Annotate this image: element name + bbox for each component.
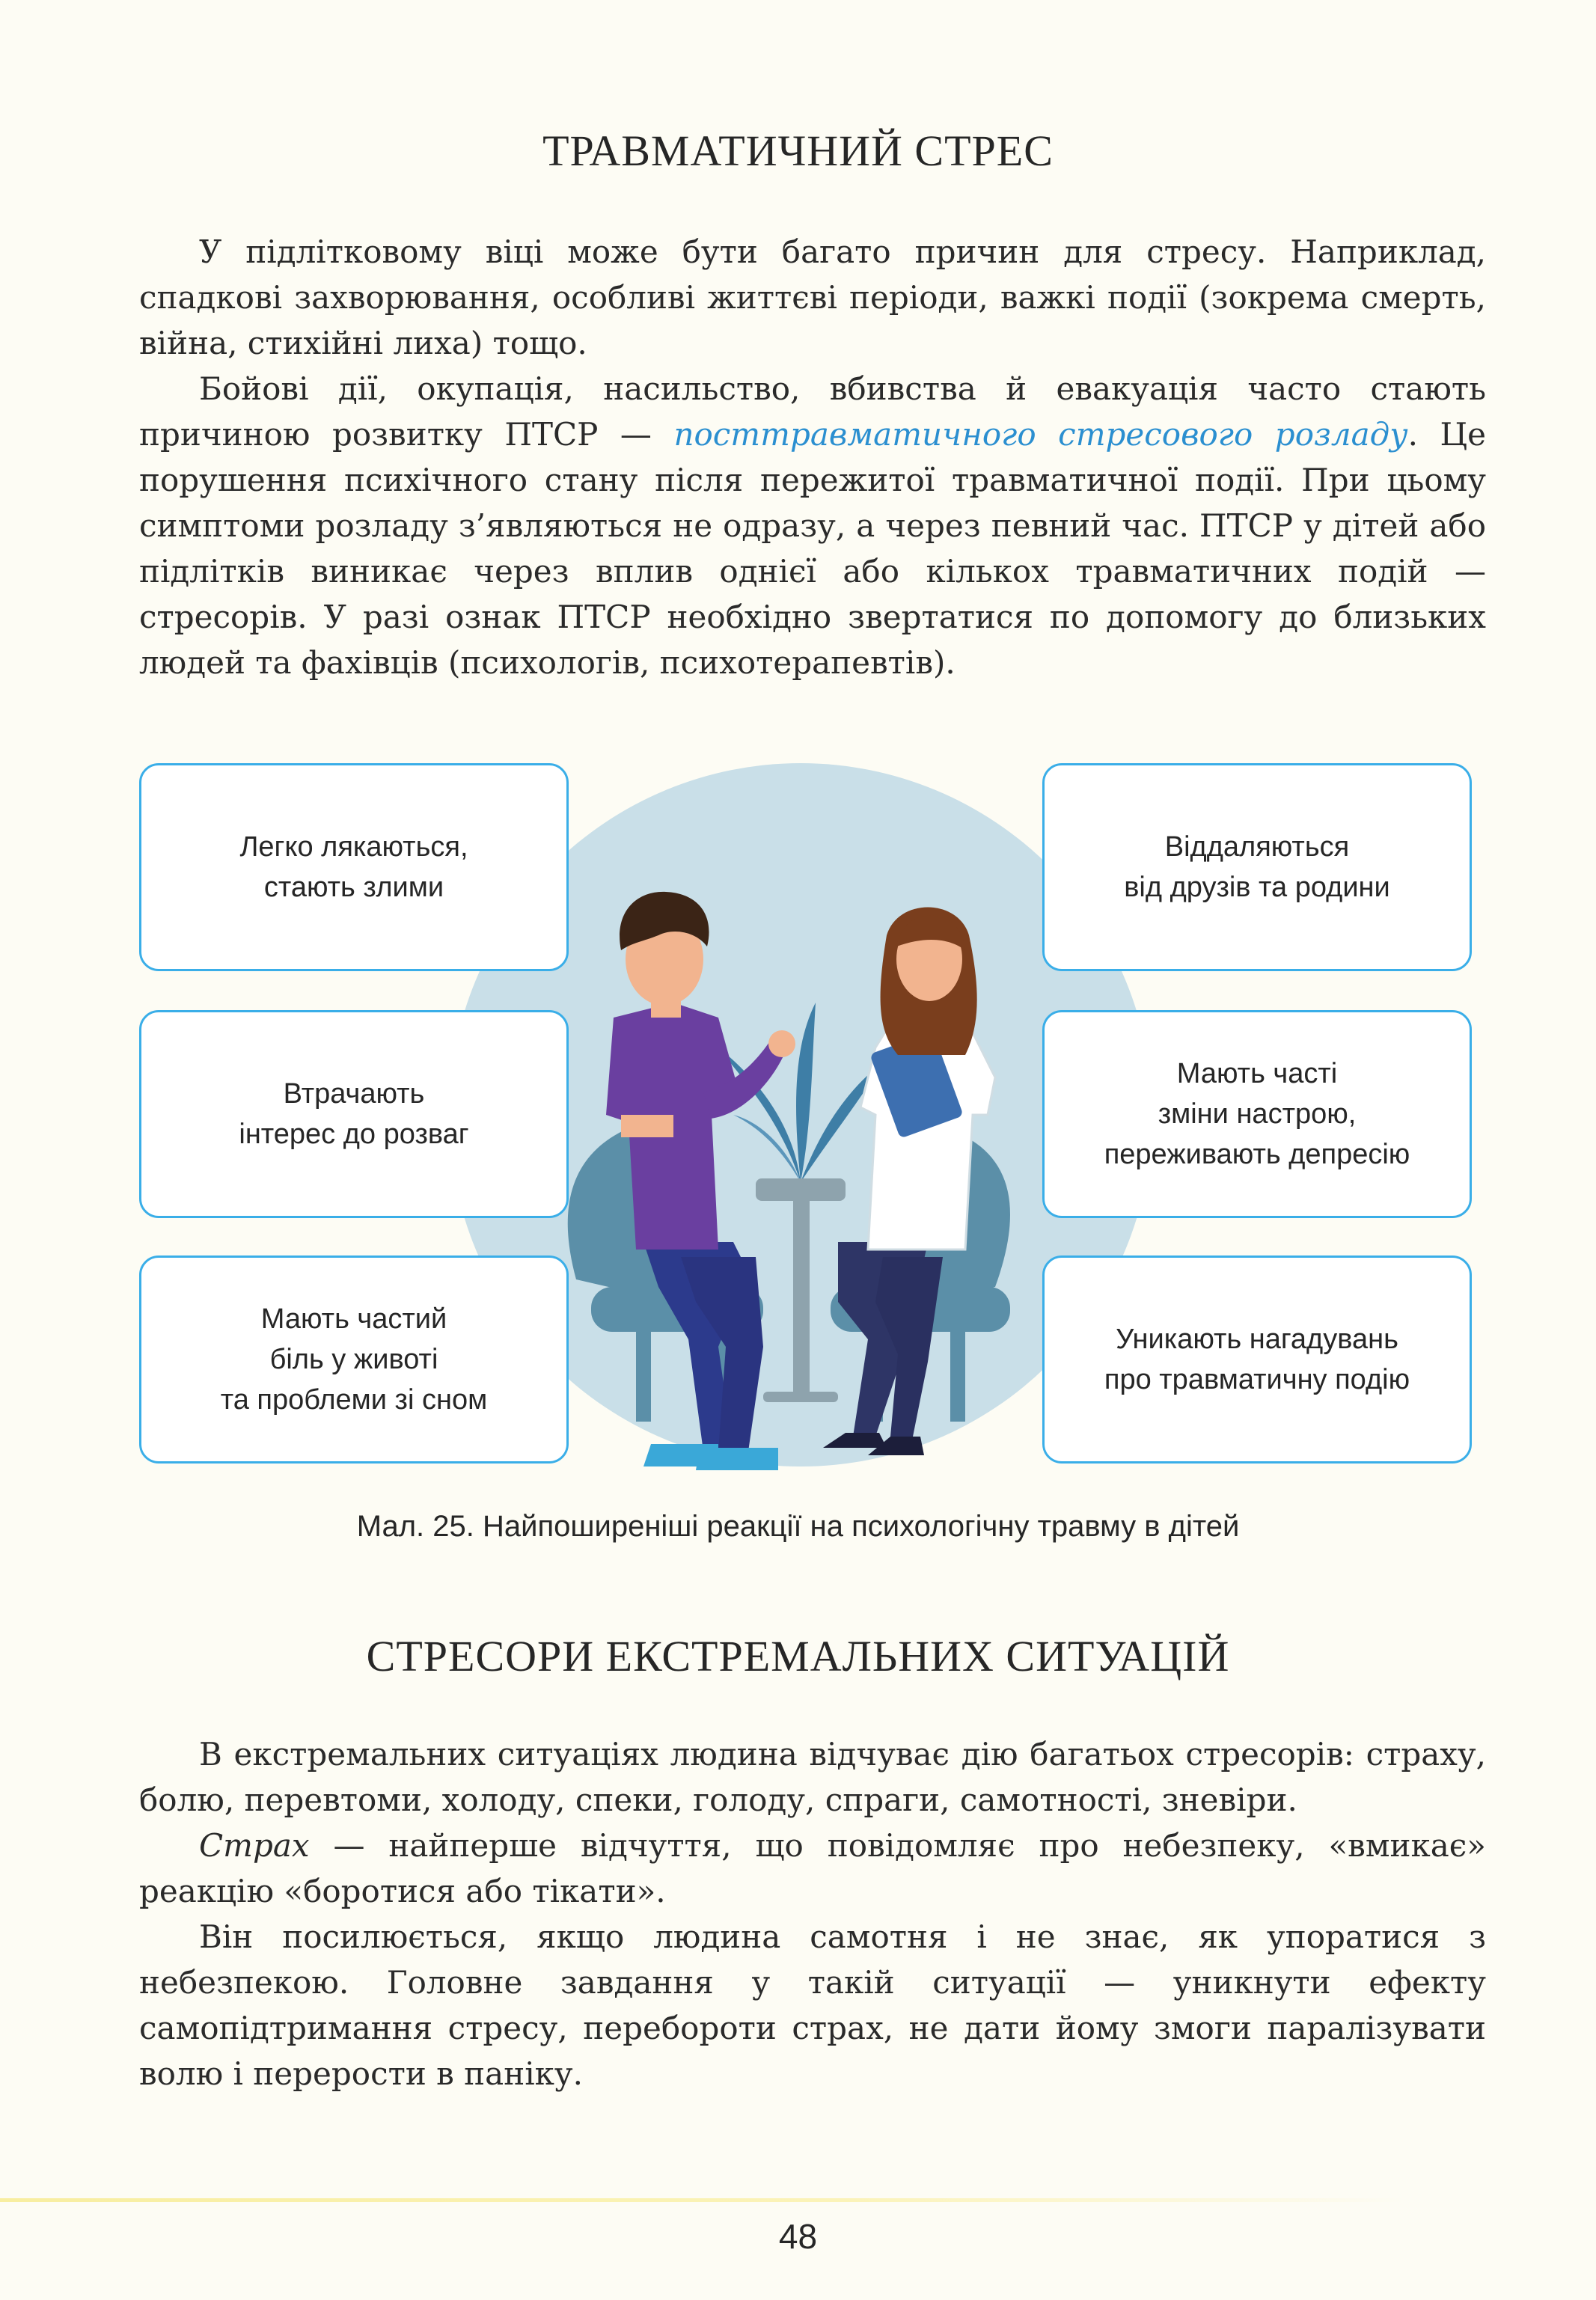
paragraph-text: Бойові дії, окупація, насильство, вбивства й евакуація часто стають причиною розвитку ПТСР —: [139, 370, 1486, 453]
text-block-extreme-stressors: [139, 1731, 1486, 2096]
reaction-card-withdraw: Віддаляються від друзів та родини: [1042, 763, 1472, 971]
figure-caption: Мал. 25. Найпоширеніші реакції на психологічну травму в дітей: [356, 1510, 1240, 1543]
text-block-traumatic-stress: [139, 229, 1486, 685]
footer-divider: [0, 2198, 1407, 2202]
paragraph: В екстремальних ситуаціях людина відчуває дію багатьох стресорів: страху, болю, перевтоми, холоду, спеки, голоду, спраги, самотності, зневіри.: [139, 1736, 1486, 1818]
paragraph: [139, 366, 1486, 685]
table: [756, 1178, 846, 1201]
paragraph: Він посилюється, якщо людина самотня і не знає, як упоратися з небезпекою. Головне завдання у такій ситуації — уникнути ефекту самопідтримання стресу, перебороти страх, не дати йому змоги паралізувати волю і перерости в паніку.: [139, 1918, 1486, 2092]
term-ptsd: посттравматичного стресового розладу: [673, 416, 1408, 453]
paragraph-text: — найперше відчуття, що повідомляє про небезпеку, «вмикає» реакцію «боротися або тікати».: [139, 1827, 1486, 1909]
paragraph-text: . Це порушення психічного стану після пережитої травматичної події. При цьому симптоми розладу з’являються не одразу, а через певний час. ПТСР у дітей або підлітків виникає через вплив однієї або кількох травматичних подій — стресорів. У разі ознак ПТСР необхідно звертатися по допомогу до близьких людей та фахівців (психологів, психотерапевтів).: [139, 416, 1486, 681]
reaction-card-easily-scared: Легко лякаються, стають злими: [139, 763, 569, 971]
reaction-card-mood-changes: Мають часті зміни настрою, переживають депресію: [1042, 1010, 1472, 1218]
section-title-traumatic-stress: ТРАВМАТИЧНИЙ СТРЕС: [542, 126, 1054, 175]
figure-trauma-reactions: [0, 763, 1596, 1481]
reaction-card-stomach-pain-sleep: Мають частий біль у животі та проблеми зі сном: [139, 1255, 569, 1464]
section-title-extreme-stressors: СТРЕСОРИ ЕКСТРЕМАЛЬНИХ СИТУАЦІЙ: [366, 1632, 1230, 1680]
term-fear: Страх: [199, 1827, 310, 1864]
page-number: 48: [778, 2217, 818, 2256]
reaction-card-lose-interest: Втрачають інтерес до розваг: [139, 1010, 569, 1218]
paragraph: [139, 1823, 1486, 1914]
paragraph: У підлітковому віці може бути багато причин для стресу. Наприклад, спадкові захворювання, особливі життєві періоди, важкі події (зокрема смерть, війна, стихійні лиха) тощо.: [139, 233, 1486, 361]
reaction-card-avoid-reminders: Уникають нагадувань про травматичну подію: [1042, 1255, 1472, 1464]
